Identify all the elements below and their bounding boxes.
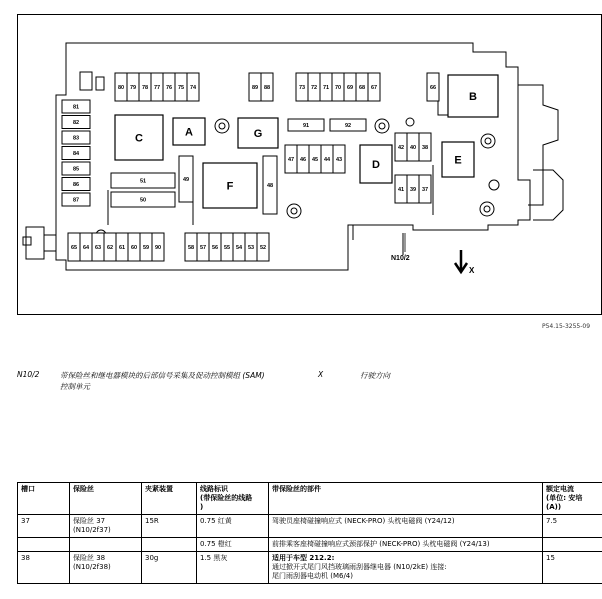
fuse-84-label: 84 (72, 150, 80, 157)
fuse-55-label: 55 (223, 244, 231, 251)
fuse-table (17, 482, 602, 584)
fuse-43-label: 43 (335, 156, 343, 163)
fuse-table-container (17, 482, 602, 599)
fuse-48-label: 48 (266, 182, 274, 189)
fuse-38-label: 38 (421, 144, 429, 151)
cell-amp: 7.5 (543, 515, 602, 538)
cell-wire: 0.75 红黄 (197, 515, 269, 538)
cell-wire: 1.5 黑灰 (197, 552, 269, 584)
fuse-39-label: 39 (409, 186, 417, 193)
fuse-67-label: 67 (370, 84, 378, 91)
fuse-59-label: 59 (142, 244, 150, 251)
fuse-68-label: 68 (358, 84, 366, 91)
fuse-80-label: 80 (117, 84, 125, 91)
fuse-90-label: 90 (154, 244, 162, 251)
fuse-79-label: 79 (129, 84, 137, 91)
cell-part: 前排乘客座椅碰撞响应式颈部保护 (NECK-PRO) 头枕电磁阀 (Y24/13) (269, 538, 543, 552)
fuse-37-label: 37 (421, 186, 429, 193)
cell-fuse (70, 538, 142, 552)
fuse-44-label: 44 (323, 156, 331, 163)
fuse-65-label: 65 (70, 244, 78, 251)
cell-clamp: 30g (142, 552, 197, 584)
relay-a-label: A (185, 126, 193, 139)
legend-code-x: X (318, 370, 324, 379)
direction-label: X (469, 266, 475, 275)
fuse-64-label: 64 (82, 244, 90, 251)
legend-text-n10-line2: 控制单元 (60, 382, 90, 391)
cell-part-title: 适用于车型 212.2: (272, 554, 335, 562)
fuse-63-label: 63 (94, 244, 102, 251)
fuse-47-label: 47 (287, 156, 295, 163)
fuse-89-label: 89 (251, 84, 259, 91)
fuse-91-label: 91 (302, 122, 310, 129)
fuse-85-label: 85 (72, 166, 80, 173)
cell-clamp (142, 538, 197, 552)
fuse-51-label: 51 (139, 178, 147, 185)
fuse-52-label: 52 (259, 244, 267, 251)
relay-g-label: G (253, 127, 263, 140)
table-header-row (18, 483, 602, 515)
fuse-77-label: 77 (153, 84, 161, 91)
fuse-62-label: 62 (106, 244, 114, 251)
fuse-76-label: 76 (165, 84, 173, 91)
table-row (18, 552, 602, 584)
fuse-42-label: 42 (397, 144, 405, 151)
cell-part (269, 552, 543, 584)
legend-text-n10: 带保险丝和继电器模块的后部信号采集及促动控制模组 (SAM) (60, 371, 265, 380)
fuse-83-label: 83 (72, 135, 80, 142)
fuse-54-label: 54 (235, 244, 243, 251)
fuse-75-label: 75 (177, 84, 185, 91)
fuse-46-label: 46 (299, 156, 307, 163)
fuse-81-label: 81 (72, 104, 80, 111)
fuse-69-label: 69 (346, 84, 354, 91)
legend-code-n10: N10/2 (17, 370, 40, 379)
fuse-57-label: 57 (199, 244, 207, 251)
fuse-41-label: 41 (397, 186, 405, 193)
fuse-60-label: 60 (130, 244, 138, 251)
relay-e-label: E (454, 154, 462, 167)
legend-text-x: 行驶方向 (360, 371, 390, 380)
fuse-45-label: 45 (311, 156, 319, 163)
fuse-82-label: 82 (72, 119, 80, 126)
fuse-40-label: 40 (409, 144, 417, 151)
relay-b-label: B (469, 90, 477, 103)
fuse-73-label: 73 (298, 84, 306, 91)
fuse-49-label: 49 (182, 176, 190, 183)
fuse-86-label: 86 (72, 181, 80, 188)
cell-slot: 38 (18, 552, 70, 584)
figure-code: P54.15-3255-09 (542, 323, 591, 330)
header-clamp: 夹紧装置 (142, 483, 197, 515)
fuse-box-diagram (18, 15, 602, 316)
cell-wire: 0.75 橙红 (197, 538, 269, 552)
diagram-frame (17, 14, 602, 315)
header-part: 带保险丝的部件 (269, 483, 543, 515)
cell-slot: 37 (18, 515, 70, 538)
fuse-53-label: 53 (247, 244, 255, 251)
fuse-88-label: 88 (263, 84, 271, 91)
relay-f-label: F (226, 180, 234, 193)
cell-amp (543, 538, 602, 552)
direction-arrow (455, 250, 467, 272)
relay-c-label: C (135, 132, 143, 145)
header-wire: 线路标识 (带保险丝的线路 ) (197, 483, 269, 515)
header-slot: 槽口 (18, 483, 70, 515)
fuse-78-label: 78 (141, 84, 149, 91)
fuse-70-label: 70 (334, 84, 342, 91)
fuse-92-label: 92 (344, 122, 352, 129)
table-row (18, 515, 602, 538)
cell-fuse: 保险丝 38 (N10/2f38) (70, 552, 142, 584)
fuse-58-label: 58 (187, 244, 195, 251)
relay-d-label: D (372, 158, 380, 171)
fuse-50-label: 50 (139, 197, 147, 204)
fuse-87-label: 87 (72, 197, 80, 204)
module-label: N10/2 (391, 255, 410, 262)
fuse-56-label: 56 (211, 244, 219, 251)
cell-fuse: 保险丝 37 (N10/2f37) (70, 515, 142, 538)
fuse-71-label: 71 (322, 84, 330, 91)
header-amp: 额定电流 (单位: 安培 (A)) (543, 483, 602, 515)
table-row (18, 538, 602, 552)
cell-clamp: 15R (142, 515, 197, 538)
cell-part-text: 通过掀开式尾门风挡玻璃雨刮器继电器 (N10/2kE) 连接: 尾门雨刮器电动机 (M6/4) (272, 563, 447, 580)
cell-amp: 15 (543, 552, 602, 584)
fuse-72-label: 72 (310, 84, 318, 91)
fuse-66-label: 66 (429, 84, 437, 91)
cell-slot (18, 538, 70, 552)
header-fuse: 保险丝 (70, 483, 142, 515)
cell-part: 驾驶员座椅碰撞响应式 (NECK-PRO) 头枕电磁阀 (Y24/12) (269, 515, 543, 538)
fuse-74-label: 74 (189, 84, 197, 91)
fuse-61-label: 61 (118, 244, 126, 251)
